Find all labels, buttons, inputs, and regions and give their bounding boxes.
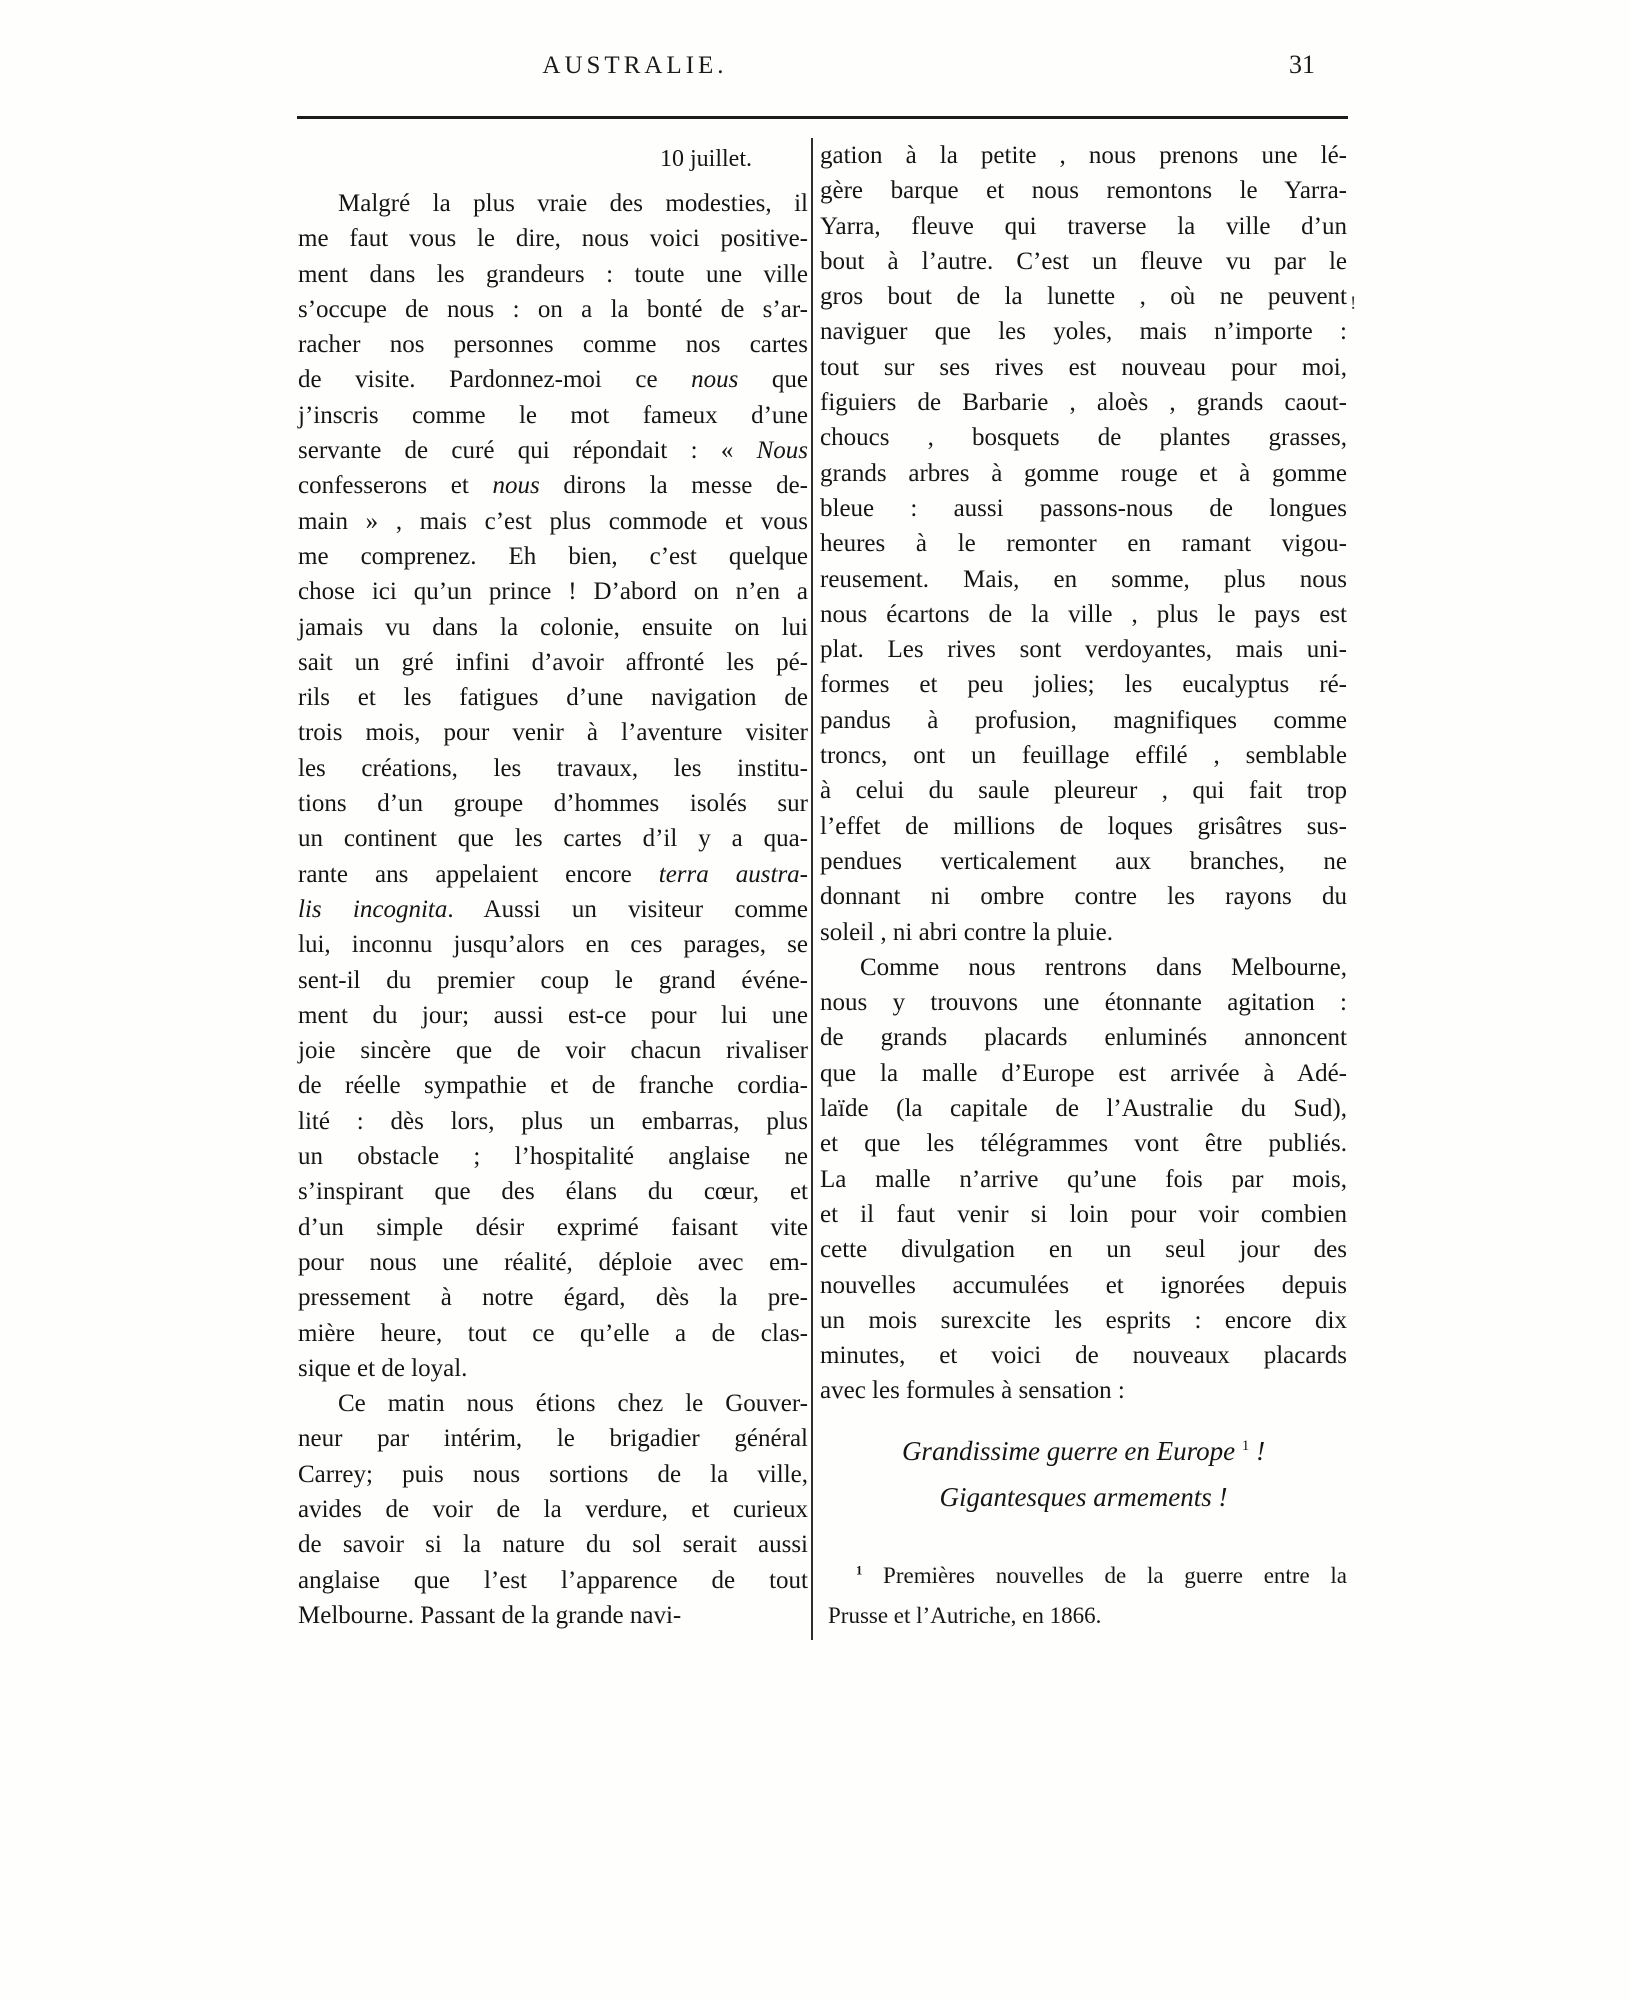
text-line: avec les formules à sensation :: [820, 1377, 1125, 1405]
text-line: bout à l’autre. C’est un fleuve vu par le: [820, 247, 1347, 275]
page-title: AUSTRALIE.: [542, 52, 728, 79]
text-line: laïde (la capitale de l’Australie du Sud),: [820, 1095, 1347, 1123]
text-line: minutes, et voici de nouveaux placards: [820, 1342, 1347, 1370]
text-line: de réelle sympathie et de franche cordia-: [298, 1072, 808, 1100]
text-line: Comme nous rentrons dans Melbourne,: [860, 953, 1347, 981]
text-line: lité : dès lors, plus un embarras, plus: [298, 1107, 808, 1135]
text-line: formes et peu jolies; les eucalyptus ré-: [820, 671, 1347, 699]
text-line: servante de curé qui répondait : « Nous: [298, 437, 808, 465]
text-line: l’effet de millions de loques grisâtres sus-: [820, 812, 1347, 840]
text-line: nouvelles accumulées et ignorées depuis: [820, 1271, 1347, 1299]
text-line: ment dans les grandeurs : toute une ville: [298, 260, 808, 288]
text-line: plat. Les rives sont verdoyantes, mais uni-: [820, 636, 1347, 664]
text-line: s’inspirant que des élans du cœur, et: [298, 1178, 808, 1206]
text-line: choucs , bosquets de plantes grasses,: [820, 424, 1347, 452]
text-line: main » , mais c’est plus commode et vous: [298, 507, 808, 535]
text-line: et il faut venir si loin pour voir combien: [820, 1200, 1347, 1228]
text-line: me comprenez. Eh bien, c’est quelque: [298, 542, 808, 570]
text-line: pour nous une réalité, déploie avec em-: [298, 1248, 808, 1276]
text-line: confesserons et nous dirons la messe de-: [298, 472, 808, 500]
text-line: sent-il du premier coup le grand événe-: [298, 966, 808, 994]
text-line: Prusse et l’Autriche, en 1866.: [828, 1603, 1102, 1628]
text-line: racher nos personnes comme nos cartes: [298, 331, 808, 359]
text-line: nous écartons de la ville , plus le pays est: [820, 600, 1347, 628]
text-line: mière heure, tout ce qu’elle a de clas-: [298, 1319, 808, 1347]
paragraph: [298, 186, 808, 1386]
text-line: gère barque et nous remontons le Yarra-: [820, 177, 1347, 205]
text-line: Yarra, fleuve qui traverse la ville d’un: [820, 212, 1347, 240]
text-line: figuiers de Barbarie , aloès , grands caout-: [820, 389, 1347, 417]
dateline: 10 juillet.: [660, 146, 752, 172]
text-line: tions d’un groupe d’hommes isolés sur: [298, 790, 808, 818]
text-line: gros bout de la lunette , où ne peuvent: [820, 283, 1347, 311]
text-line: Grandissime guerre en Europe $^1$ !: [901, 1436, 1266, 1466]
text-line: pendues verticalement aux branches, ne: [820, 847, 1347, 875]
text-line: d’un simple désir exprimé faisant vite: [298, 1213, 808, 1241]
text-line: reusement. Mais, en somme, plus nous: [820, 565, 1347, 593]
right-column: [820, 138, 1347, 1409]
text-line: Melbourne. Passant de la grande navi-: [298, 1601, 682, 1629]
text-line: sique et de loyal.: [298, 1354, 468, 1382]
paragraph: [820, 950, 1347, 1409]
text-line: La malle n’arrive qu’une fois par mois,: [820, 1165, 1347, 1193]
text-line: Malgré la plus vraie des modesties, il: [338, 190, 808, 217]
column-divider: [811, 138, 813, 1640]
text-line: et que les télégrammes vont être publiés.: [820, 1130, 1347, 1158]
text-line: $^1$ Premières nouvelles de la guerre entre la: [856, 1563, 1347, 1588]
text-line: s’occupe de nous : on a la bonté de s’ar-: [298, 295, 808, 323]
margin-mark-artifact: !: [1350, 293, 1357, 314]
text-line: de savoir si la nature du sol serait aussi: [298, 1531, 808, 1559]
paragraph: [298, 1386, 808, 1633]
text-line: sait un gré infini d’avoir affronté les pé-: [298, 648, 808, 676]
text-line: pandus à profusion, magnifiques comme: [820, 706, 1347, 734]
text-line: naviguer que les yoles, mais n’importe :: [820, 318, 1347, 346]
text-line: Ce matin nous étions chez le Gouver-: [338, 1390, 808, 1418]
text-line: de visite. Pardonnez-moi ce nous que: [298, 366, 808, 394]
text-line: neur par intérim, le brigadier général: [298, 1425, 808, 1453]
text-line: j’inscris comme le mot fameux d’une: [298, 401, 808, 429]
text-line: un continent que les cartes d’il y a qua-: [298, 825, 808, 853]
text-line: jamais vu dans la colonie, ensuite on lui: [298, 613, 808, 641]
text-line: à celui du saule pleureur , qui fait trop: [820, 777, 1347, 805]
text-line: lui, inconnu jusqu’alors en ces parages, se: [298, 931, 808, 959]
text-line: tout sur ses rives est nouveau pour moi,: [820, 353, 1347, 381]
text-line: anglaise que l’est l’apparence de tout: [298, 1566, 808, 1594]
text-line: Gigantesques armements !: [939, 1482, 1228, 1512]
text-line: chose ici qu’un prince ! D’abord on n’en a: [298, 578, 808, 606]
text-line: ment du jour; aussi est-ce pour lui une: [298, 1001, 808, 1029]
text-line: de grands placards enluminés annoncent: [820, 1024, 1347, 1052]
text-line: rante ans appelaient encore terra austra-: [298, 860, 809, 888]
text-line: un obstacle ; l’hospitalité anglaise ne: [298, 1143, 808, 1171]
text-line: troncs, ont un feuillage effilé , semblable: [820, 742, 1347, 770]
text-line: rils et les fatigues d’une navigation de: [298, 684, 808, 712]
text-line: les créations, les travaux, les institu-: [298, 754, 808, 782]
footnote: [828, 1556, 1347, 1636]
header-rule: [297, 116, 1348, 119]
text-line: avides de voir de la verdure, et curieux: [298, 1495, 808, 1523]
left-column: [298, 186, 808, 1633]
text-line: donnant ni ombre contre les rayons du: [820, 883, 1347, 911]
headline: [820, 1428, 1347, 1520]
text-line: grands arbres à gomme rouge et à gomme: [820, 459, 1347, 487]
text-line: lis incognita. Aussi un visiteur comme: [298, 895, 809, 923]
text-line: bleue : aussi passons-nous de longues: [820, 494, 1347, 522]
text-line: joie sincère que de voir chacun rivaliser: [298, 1037, 808, 1065]
text-line: pressement à notre égard, dès la pre-: [298, 1284, 808, 1312]
text-line: Carrey; puis nous sortions de la ville,: [298, 1460, 808, 1488]
text-line: un mois surexcite les esprits : encore dix: [820, 1306, 1347, 1334]
paragraph: [820, 138, 1347, 950]
text-line: soleil , ni abri contre la pluie.: [820, 918, 1113, 946]
text-line: heures à le remonter en ramant vigou-: [820, 530, 1347, 558]
text-line: cette divulgation en un seul jour des: [820, 1236, 1347, 1264]
text-line: me faut vous le dire, nous voici positive-: [298, 225, 808, 253]
text-line: gation à la petite , nous prenons une lé-: [820, 142, 1347, 169]
text-line: trois mois, pour venir à l’aventure visiter: [298, 719, 808, 747]
text-line: nous y trouvons une étonnante agitation :: [820, 989, 1347, 1017]
text-line: que la malle d’Europe est arrivée à Adé-: [820, 1059, 1347, 1087]
page-number: 31: [1289, 50, 1315, 79]
